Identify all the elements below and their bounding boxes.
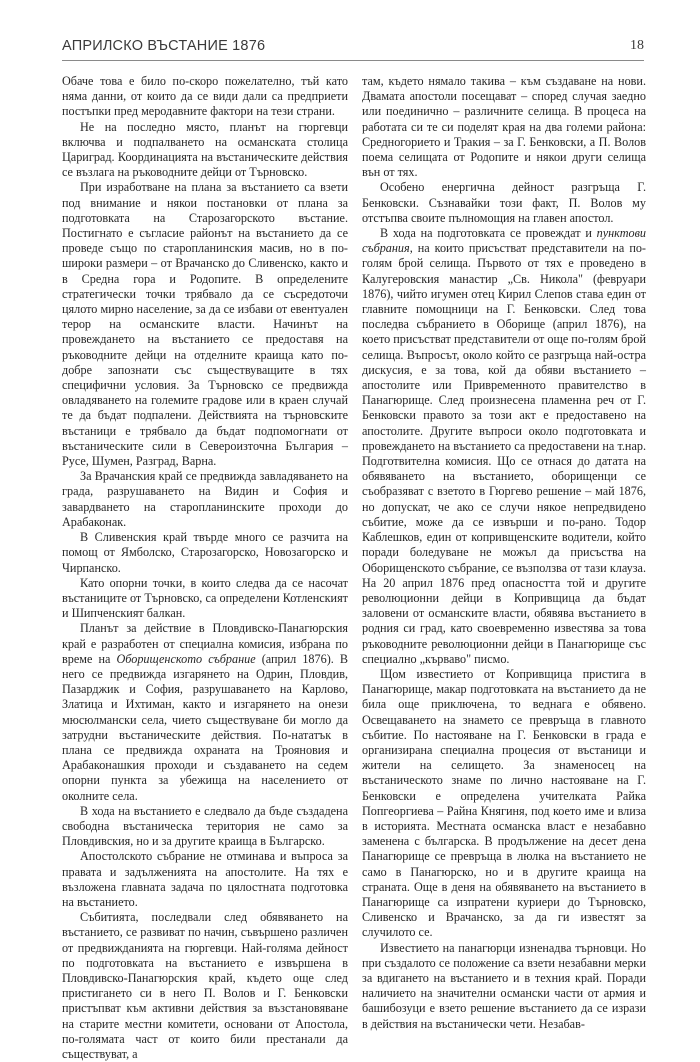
paragraph: Апостолското събрание не отминава и въпроса за правата и задълженията на апостолите. На тях е възложена главната задача по цялостната подготовка на въстанието. — [62, 849, 348, 909]
header-title: АПРИЛСКО ВЪСТАНИЕ 1876 — [62, 38, 266, 54]
paragraph: Известието на панагюрци изненадва търновци. Но при създалото се положение са взети незабавни мерки за вдигането на въстанието и в техния край. Поради наличието на значителни османски части от армия и башибозуци е взето решение въстанието да се изрази в действия на въстанически чети. Незабав- — [362, 940, 646, 1031]
paragraph: Особено енергична дейност разгръща Г. Бенковски. Съзнавайки този факт, П. Волов му отстъпва своите пълномощия на главен апостол. — [362, 180, 646, 225]
paragraph: Обаче това е било по-скоро пожелателно, тъй като няма данни, от които да се види дали са предприети постъпки пред меродавните фактори на тези страни. — [62, 74, 348, 119]
paragraph — [362, 226, 646, 667]
left-column — [62, 74, 348, 1062]
paragraph-text: , на които присъстват представители на по-голям брой селища. Първото от тях е проведено в Калугеровския манастир „Св. Никола" (февруари 1876), чийто игумен отец Кирил Слепов става един от главните помощници на Г. Бенковски. След това последва събранието в Оборище (април 1876), на което присъстват представители от още по-голям брой селища. Въпросът, около който се разгръща най-остра дискусия, е за това, кой да обяви въстанието – апостолите или Привременното правителство в Панагюрище. След произнесена пламенна реч от Г. Бенковски правото за този акт е предоставено на апостолите. Другите въпроси около подготовката и провеждането на въстанието са предоставени на т.нар. Подготвителна комисия. Що се отнася до датата на обявяването на въстанието, оборищенци се съобразяват с взетото в Гюргево решение – май 1876, но допускат, че ако се случи някое непредвидено събитие, може да се извърши и по-рано. Тодор Каблешков, един от копривщенските водители, който поради боледуване не можъл да присъства на Оборищенското събрание, се възползва от тази клауза. На 20 април 1876 пред опасността той и другите революционни дейци в Копривщица да бъдат заловени от османските власти, обявява въстанието в родния си град, като своевременно известява за това ръководните революционни дейци в Панагюрище със специално „кърваво" писмо. — [362, 241, 646, 666]
paragraph: В хода на въстанието е следвало да бъде създадена свободна въстаническа територия не само за Пловдивския, но и за другите краища в Българско. — [62, 803, 348, 849]
paragraph-text: (април 1876). В него се предвижда изгарянето на Одрин, Пловдив, Пазарджик и София, разрушаването на Карлово, Златица и Ихтиман, както и изгарянето на онези мюсюлмански села, чието съществуване би могло да затрудни въстаническите действия. По-нататък в плана се предвижда охраната на Трояновия и Арабаконашкия проходи и създаването на седем опорни пункта за убежища на населението от околните села. — [62, 651, 349, 803]
header-rule — [62, 60, 644, 61]
paragraph: Като опорни точки, в които следва да се насочат въстаниците от Търновско, са определени Котленският и Шипченският балкан. — [62, 575, 348, 621]
page-number: 18 — [630, 38, 644, 53]
paragraph: там, където нямало такива – към създаване на нови. Двамата апостоли посещават – според случая заедно или поединично – различните селища. В процеса на работата си те си поделят края на два големи района: Средногорието и Тракия – за Г. Бенковски, а П. Волов поема селищата от Родопите и някои други селища вън от тях. — [362, 74, 646, 180]
paragraph: При изработване на плана за въстанието са взети под внимание и някои постановки от плана за подготовката на Старозагорското въстание. Постигнато е съгласие районът на въстанието да се проведе също по старопланинския масив, но в по-широки размери – от Врачанско до Сливенско, както и в Средна гора и Родопите. В определените стратегически точки трябвало да се съсредоточи цялото мирно население, за да се избави от евентуален терор на османските власти. Начинът на провеждането на въстанието се предоставя на ръководните дейци на отделните краища като по-добре запознати със съществуващите в тях специфични условия. За Търновско се предвижда овладяването на големите градове или в краен случай те да бъдат подпалени. Действията на търновските въстаници е трябвало да бъдат подпомогнати от въстаническите сили в Североизточна България – Русе, Шумен, Разград, Варна. — [62, 180, 348, 469]
paragraph: За Врачанския край се предвижда завладяването на града, разрушаването на Видин и София и завардването на старопланинските проходи до Арабаконак. — [62, 469, 348, 529]
emphasized-term: Оборищенското събрание — [116, 651, 256, 666]
paragraph: В Сливенския край твърде много се разчита на помощ от Ямболско, Старозагорско, Новозагорско и Чирпанско. — [62, 530, 348, 575]
paragraph-text: Планът за действие в Пловдивско-Панагюрския край е разработен от специална комисия, избрана по време на — [62, 621, 348, 666]
paragraph: Не на последно място, планът на гюргевци включва и подпалването на османската столица Цариград. Координацията на въстаническите действия се възлага на ръководните дейци от Търновско. — [62, 119, 348, 180]
paragraph-text: В хода на подготовката се провеждат и — [380, 226, 597, 241]
right-column — [362, 74, 646, 1032]
emphasized-term: пунктови събрания — [362, 226, 646, 256]
paragraph: Събитията, последвали след обявяването на въстанието, се развиват по начин, съвършено различен от предвижданията на гюргевци. Най-голяма дейност по подготовката на въстанието е извършена в Пловдивско-Панагюрския край, където още след пристигането си в него П. Волов и Г. Бенковски пристъпват към активни действия за възстановяване на старите местни комитети, основани от Апостола, по-голямата част от които били престанали да съществуват, а — [62, 910, 348, 1061]
paragraph — [62, 621, 348, 803]
running-header — [62, 38, 644, 58]
paragraph: Щом известието от Копривщица пристига в Панагюрище, макар подготовката на въстанието да не била още приключена, то веднага е обявено. Освещаването на знамето се превръща в главното събитие. По настояване на Г. Бенковски в града е организирана специална процесия от въстаници и жители на селището. За знаменосец на въстаническото знаме по лично настояване на Г. Бенковски е определена учителката Райка Попгеоргиева – Райна Княгиня, под което име и влиза в историята. Местната османска власт е незабавно заменена с българска. В продължение на десет дена Панагюрище се превръща в люлка на въстанието не само в Панагюрско, но и в другите краища на страната. Още в деня на обявяването на въстанието в Панагюрище са изпратени куриери до Търновско, Сливенско и Врачанско, за да ги известят за случилото се. — [362, 666, 646, 940]
